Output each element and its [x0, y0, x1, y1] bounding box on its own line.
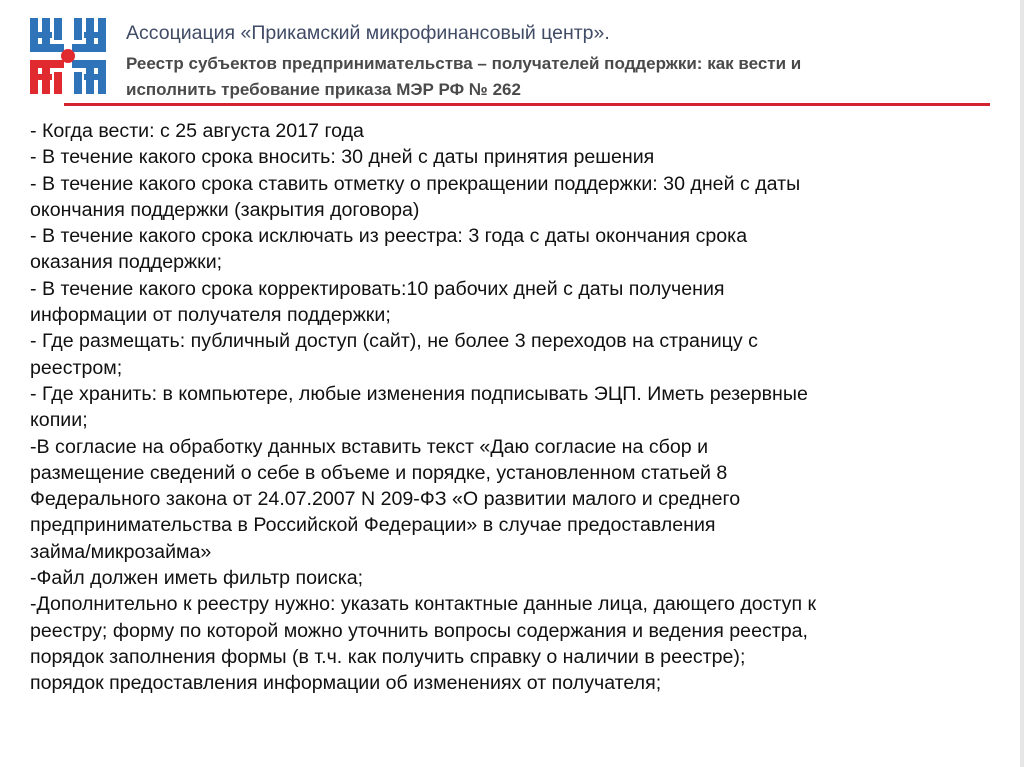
body-content: [30, 118, 1010, 697]
association-logo: [26, 14, 110, 98]
body-line: -Файл должен иметь фильтр поиска;: [30, 567, 364, 590]
body-line: -В согласие на обработку данных вставить текст «Даю согласие на сбор и: [30, 435, 709, 458]
body-line: займа/микрозайма»: [30, 540, 212, 563]
body-line: предпринимательства в Российской Федерации» в случае предоставления: [30, 514, 716, 537]
body-line: - В течение какого срока вносить: 30 дней с даты принятия решения: [30, 146, 655, 169]
body-line: информации от получателя поддержки;: [30, 304, 391, 327]
header-divider: [64, 103, 990, 106]
body-line: - Где размещать: публичный доступ (сайт), не более 3 переходов на страницу с: [30, 330, 758, 353]
body-line: - В течение какого срока ставить отметку о прекращении поддержки: 30 дней с даты: [30, 172, 801, 195]
logo-graphic: [26, 14, 110, 98]
body-line: порядок заполнения формы (в т.ч. как получить справку о наличии в реестре);: [30, 645, 746, 668]
subtitle-line-1: Реестр субъектов предпринимательства – получателей поддержки: как вести и: [126, 54, 802, 73]
org-title: Ассоциация «Прикамский микрофинансовый центр».: [126, 22, 610, 44]
body-line: порядок предоставления информации об изменениях от получателя;: [30, 672, 662, 695]
slide-edge: [1020, 0, 1024, 767]
body-line: - В течение какого срока корректировать:10 рабочих дней с даты получения: [30, 277, 725, 300]
slide-subtitle: [126, 51, 801, 103]
body-line: - Где хранить: в компьютере, любые изменения подписывать ЭЦП. Иметь резервные: [30, 382, 808, 405]
body-line: - Когда вести: с 25 августа 2017 года: [30, 120, 364, 142]
body-line: - В течение какого срока исключать из реестра: 3 года с даты окончания срока: [30, 225, 748, 248]
body-line: Федерального закона от 24.07.2007 N 209-ФЗ «О развитии малого и среднего: [30, 488, 741, 511]
body-line: реестром;: [30, 356, 123, 379]
body-line: копии;: [30, 409, 88, 432]
body-line: окончания поддержки (закрытия договора): [30, 198, 420, 221]
body-line: оказания поддержки;: [30, 251, 223, 274]
subtitle-line-2: исполнить требование приказа МЭР РФ № 262: [126, 80, 521, 99]
body-line: реестру; форму по которой можно уточнить вопросы содержания и ведения реестра,: [30, 619, 808, 642]
body-line: размещение сведений о себе в объеме и порядке, установленном статьей 8: [30, 461, 728, 484]
body-line: -Дополнительно к реестру нужно: указать контактные данные лица, дающего доступ к: [30, 593, 817, 616]
